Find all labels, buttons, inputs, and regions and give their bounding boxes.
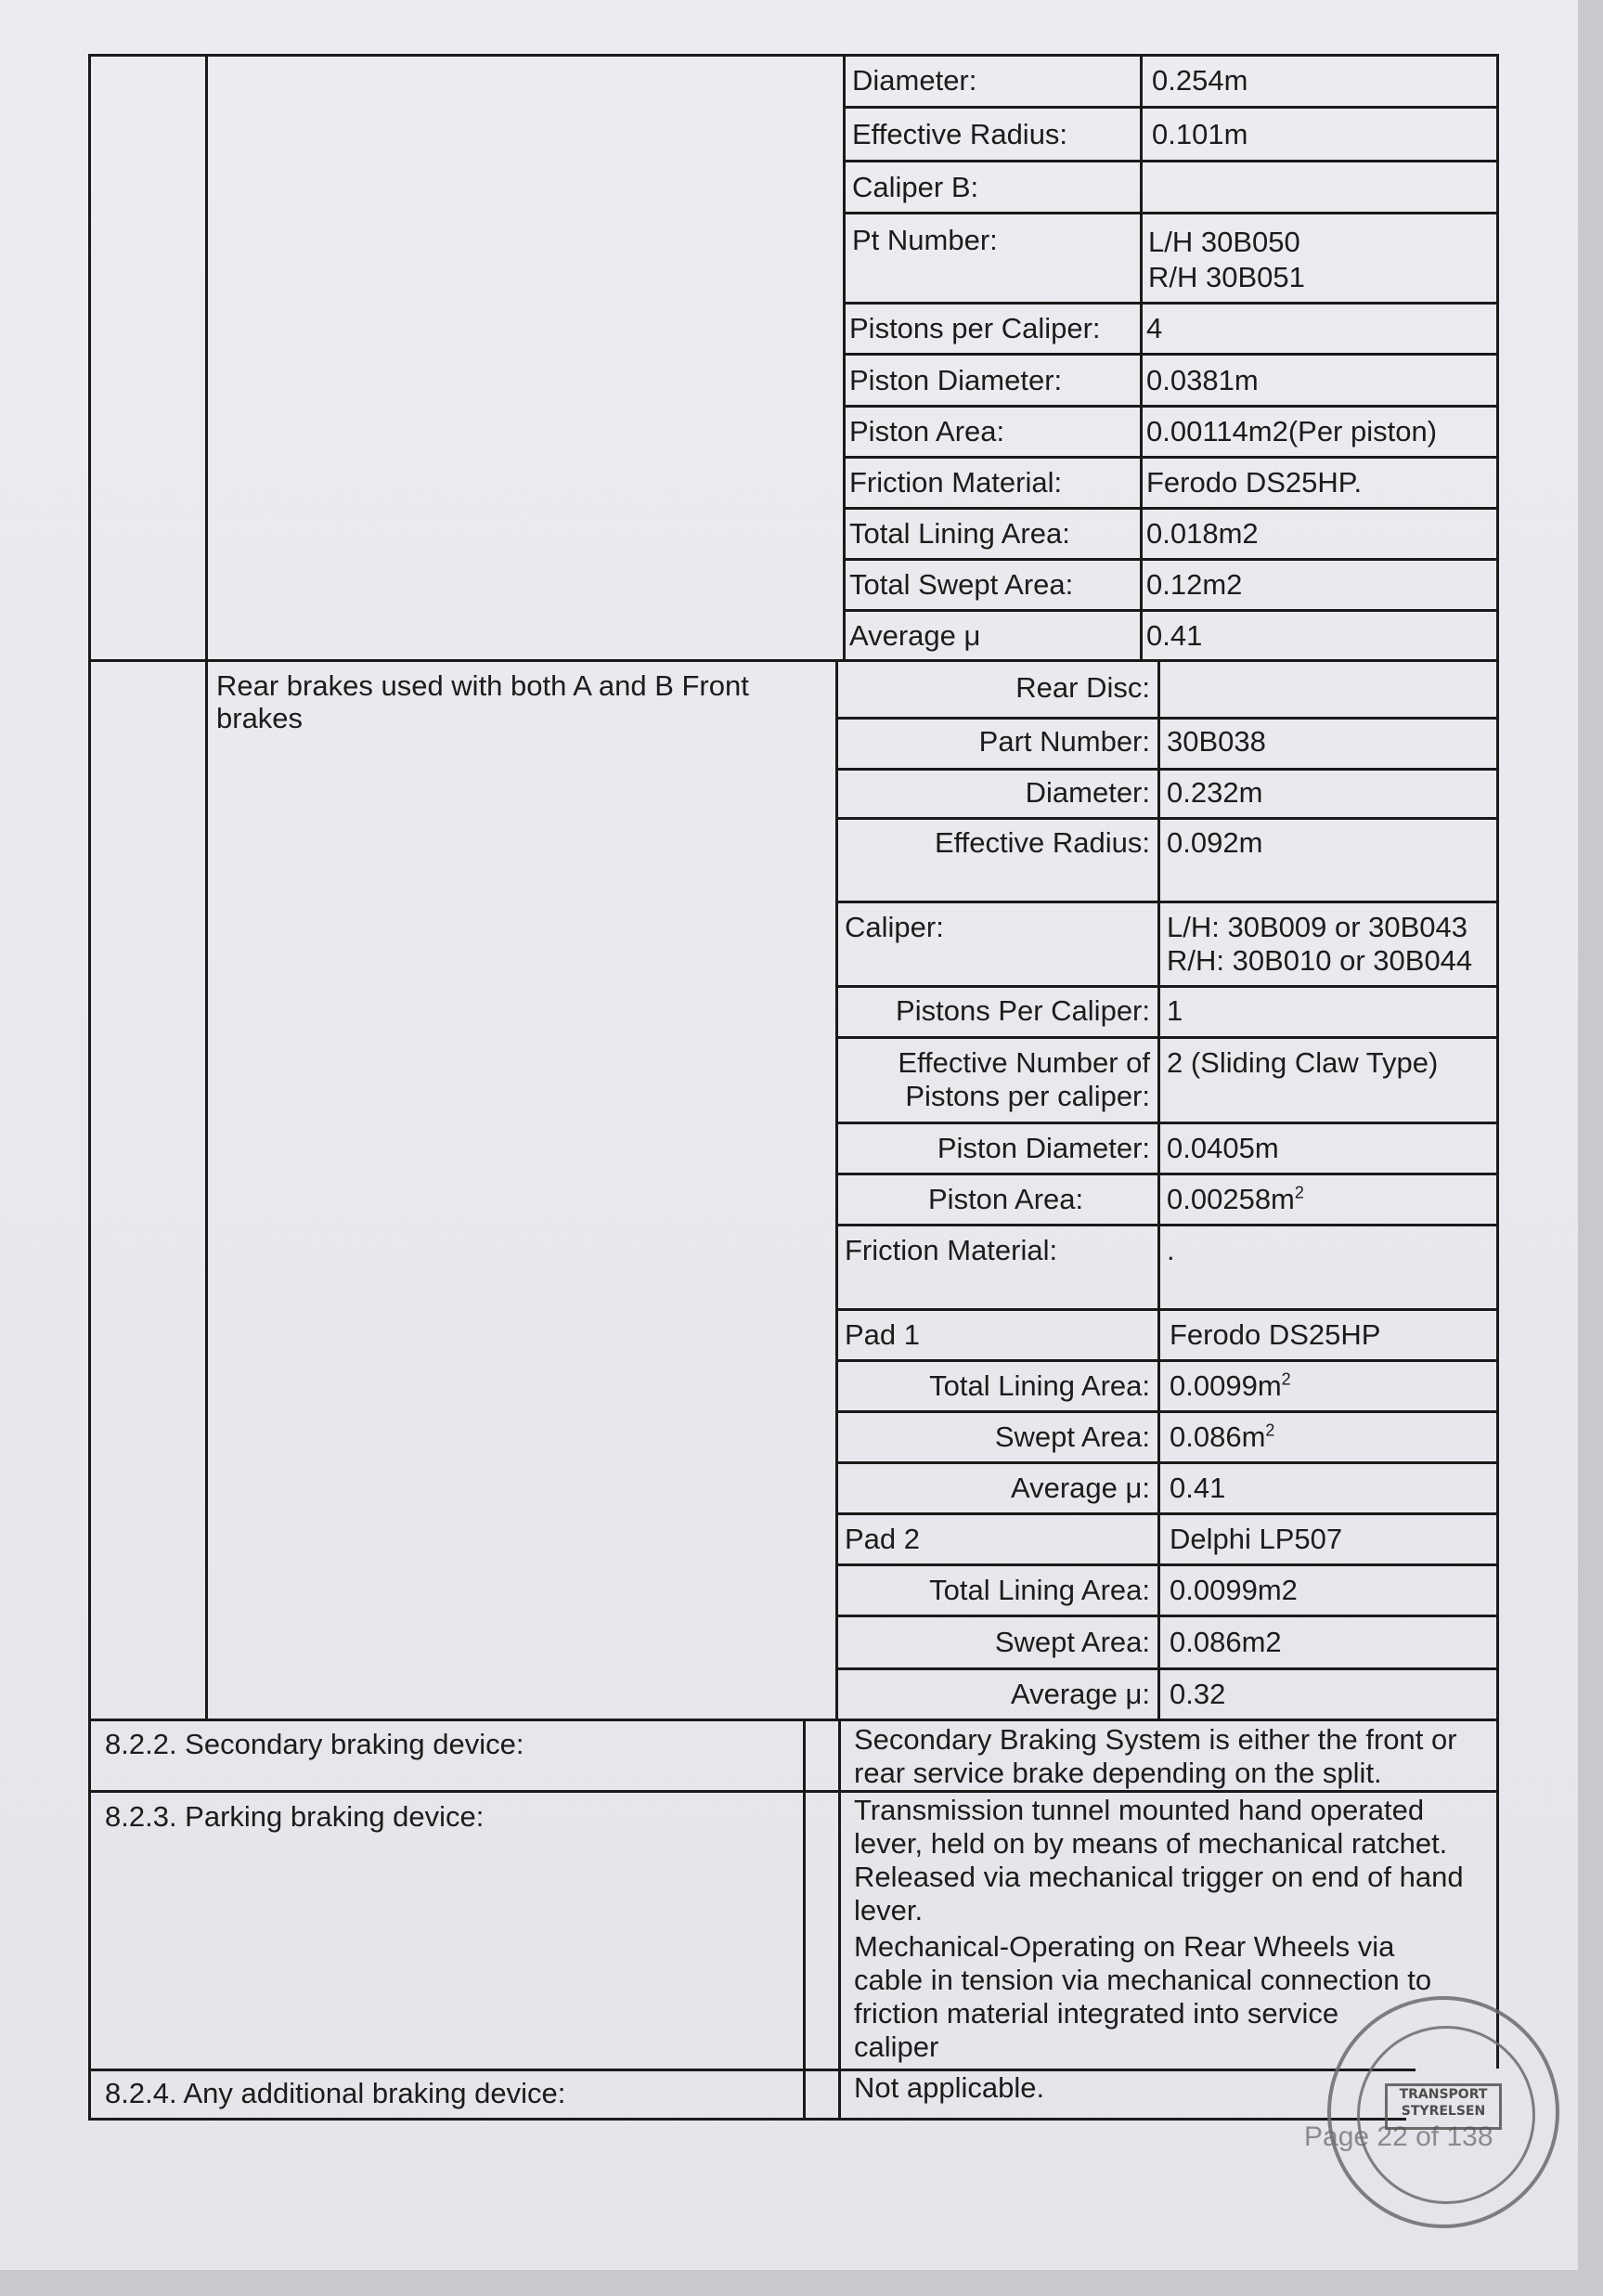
secondary-line: Secondary Braking System is either the front or (854, 1723, 1457, 1756)
rear-label-diameter: Diameter: (1025, 776, 1150, 809)
front-row-line (843, 160, 1499, 162)
rear-label-pad1-average-mu: Average μ: (1011, 1472, 1150, 1504)
rear-description-line2: brakes (216, 702, 304, 734)
rear-label-pad2-total-lining-area: Total Lining Area: (929, 1574, 1150, 1606)
front-value-average-mu: 0.41 (1146, 619, 1203, 652)
front-label-total-lining-area: Total Lining Area: (849, 517, 1070, 550)
stamp-logo: TRANSPORT STYRELSEN (1385, 2083, 1502, 2130)
front-value-pt-number-rh: R/H 30B051 (1148, 261, 1305, 293)
rear-value-pad2-swept-area: 0.086m2 (1170, 1626, 1282, 1658)
rear-value-part-number: 30B038 (1167, 725, 1266, 758)
parking-line: cable in tension via mechanical connection to (854, 1964, 1432, 1996)
rear-row-line (835, 1461, 1499, 1464)
rear-label-pad2: Pad 2 (845, 1523, 921, 1555)
rear-value-pad1: Ferodo DS25HP (1170, 1318, 1381, 1351)
column-divider-lower-a (803, 1720, 806, 2120)
table-border-left (88, 54, 91, 2120)
parking-line: Mechanical-Operating on Rear Wheels via (854, 1930, 1395, 1963)
rear-row-line (835, 1563, 1499, 1566)
rear-value-piston-area-sup: 2 (1294, 1183, 1304, 1202)
rear-label-friction-material: Friction Material: (845, 1234, 1058, 1266)
table-border-bottom (88, 2118, 1406, 2121)
rear-value-pad1-total-lining-area (1170, 1369, 1291, 1404)
parking-line: Released via mechanical trigger on end of hand (854, 1861, 1464, 1893)
rear-value-diameter: 0.232m (1167, 776, 1263, 809)
rear-label-piston-area: Piston Area: (928, 1183, 1084, 1215)
rear-value-pistons-per-caliper: 1 (1167, 994, 1183, 1027)
rear-value-pad2-total-lining-area: 0.0099m2 (1170, 1574, 1298, 1606)
column-divider-lower-b (838, 1720, 841, 2120)
table-border-top (88, 54, 1499, 57)
rear-value-pad1-average-mu: 0.41 (1170, 1472, 1226, 1504)
front-row-line (843, 507, 1499, 510)
front-label-total-swept-area: Total Swept Area: (849, 568, 1074, 601)
front-label-friction-material: Friction Material: (849, 466, 1063, 499)
official-stamp (1327, 1996, 1559, 2228)
front-row-line (843, 212, 1499, 214)
rear-value-pad1-lining-sup: 2 (1281, 1369, 1291, 1389)
front-row-line (843, 353, 1499, 356)
rear-label-pad1: Pad 1 (845, 1318, 921, 1351)
front-value-total-lining-area: 0.018m2 (1146, 517, 1259, 550)
section-divider-additional (88, 2069, 1416, 2071)
rear-row-line (835, 1410, 1499, 1413)
rear-row-line (835, 817, 1499, 820)
front-label-effective-radius: Effective Radius: (852, 118, 1068, 150)
page-number: Page 22 of 138 (1304, 2121, 1493, 2152)
table-border-right (1496, 54, 1499, 2069)
rear-value-friction-material: . (1167, 1234, 1175, 1266)
front-row-line (843, 302, 1499, 305)
front-value-total-swept-area: 0.12m2 (1146, 568, 1243, 601)
rear-label-pistons-per-caliper: Pistons Per Caliper: (896, 994, 1150, 1027)
rear-value-effective-radius: 0.092m (1167, 826, 1263, 859)
front-value-effective-radius: 0.101m (1152, 118, 1248, 150)
rear-row-line (835, 1615, 1499, 1617)
rear-label-caliper: Caliper: (845, 911, 944, 943)
parking-line: friction material integrated into service (854, 1997, 1339, 2030)
front-value-diameter: 0.254m (1152, 64, 1248, 97)
rear-value-pad1-swept-area (1170, 1420, 1274, 1455)
front-value-piston-area: 0.00114m2(Per piston) (1146, 415, 1438, 448)
rear-row-line (835, 1667, 1499, 1670)
rear-value-pad2-average-mu: 0.32 (1170, 1678, 1226, 1710)
front-label-pistons-per-caliper: Pistons per Caliper: (849, 312, 1101, 344)
front-value-friction-material: Ferodo DS25HP. (1146, 466, 1363, 499)
rear-value-pad1-swept-sup: 2 (1265, 1420, 1275, 1440)
rear-value-pad1-swept-base: 0.086m (1170, 1420, 1266, 1453)
parking-line: caliper (854, 2030, 939, 2063)
front-col-value-left (1140, 54, 1143, 662)
rear-row-line (835, 1359, 1499, 1362)
rear-label-pad2-swept-area: Swept Area: (994, 1626, 1150, 1658)
column-divider-index (205, 54, 208, 1720)
rear-value-caliper-lh: L/H: 30B009 or 30B043 (1167, 911, 1468, 943)
rear-row-line (835, 1122, 1499, 1124)
rear-value-piston-area-base: 0.00258m (1167, 1183, 1295, 1215)
front-row-line (843, 456, 1499, 459)
section-divider-rear (88, 659, 1499, 662)
parking-label: 8.2.3. Parking braking device: (105, 1800, 485, 1833)
front-row-line (843, 106, 1499, 109)
braking-table (88, 54, 1499, 2115)
rear-value-pad2: Delphi LP507 (1170, 1523, 1343, 1555)
rear-row-line (835, 1036, 1499, 1039)
rear-value-effective-number: 2 (Sliding Claw Type) (1167, 1046, 1439, 1079)
front-label-caliper-b: Caliper B: (852, 171, 979, 203)
rear-row-line (835, 717, 1499, 720)
rear-row-line (835, 768, 1499, 771)
front-value-piston-diameter: 0.0381m (1146, 364, 1259, 396)
rear-label-piston-diameter: Piston Diameter: (937, 1132, 1150, 1164)
rear-label-effective-radius: Effective Radius: (934, 826, 1150, 859)
parking-line: Transmission tunnel mounted hand operated (854, 1794, 1425, 1826)
front-label-piston-area: Piston Area: (849, 415, 1005, 448)
rear-row-line (835, 1173, 1499, 1175)
rear-label-pad1-total-lining-area: Total Lining Area: (929, 1369, 1150, 1402)
rear-row-line (835, 1308, 1499, 1311)
front-row-line (843, 558, 1499, 561)
rear-label-effective-number-line1: Effective Number of (898, 1046, 1150, 1079)
section-divider-secondary (88, 1719, 1499, 1721)
rear-row-line (835, 901, 1499, 903)
parking-line: lever. (854, 1894, 924, 1926)
rear-label-part-number: Part Number: (978, 725, 1150, 758)
front-row-line (843, 609, 1499, 612)
rear-row-line (835, 1512, 1499, 1515)
front-row-line (843, 405, 1499, 408)
rear-label-pad1-swept-area: Swept Area: (994, 1420, 1150, 1453)
front-value-pistons-per-caliper: 4 (1146, 312, 1163, 344)
rear-label-pad2-average-mu: Average μ: (1011, 1678, 1150, 1710)
additional-label: 8.2.4. Any additional braking device: (105, 2077, 566, 2109)
secondary-line: rear service brake depending on the split. (854, 1757, 1382, 1789)
additional-value: Not applicable. (854, 2071, 1045, 2104)
rear-row-line (835, 985, 1499, 988)
secondary-label: 8.2.2. Secondary braking device: (105, 1728, 524, 1760)
rear-label-effective-number-line2: Pistons per caliper: (905, 1080, 1150, 1112)
front-value-pt-number-lh: L/H 30B050 (1148, 226, 1300, 258)
front-label-pt-number: Pt Number: (852, 224, 998, 256)
rear-value-caliper-rh: R/H: 30B010 or 30B044 (1167, 944, 1473, 977)
rear-row-line (835, 1224, 1499, 1226)
rear-description-line1: Rear brakes used with both A and B Front (216, 669, 749, 702)
rear-value-piston-diameter: 0.0405m (1167, 1132, 1279, 1164)
rear-label-rear-disc: Rear Disc: (1015, 671, 1150, 704)
parking-line: lever, held on by means of mechanical ratchet. (854, 1827, 1448, 1860)
rear-value-piston-area (1167, 1182, 1304, 1217)
rear-value-pad1-lining-base: 0.0099m (1170, 1369, 1282, 1402)
front-label-average-mu: Average μ (849, 619, 981, 652)
front-col-label-left (843, 54, 846, 662)
front-label-diameter: Diameter: (852, 64, 977, 97)
front-label-piston-diameter: Piston Diameter: (849, 364, 1063, 396)
